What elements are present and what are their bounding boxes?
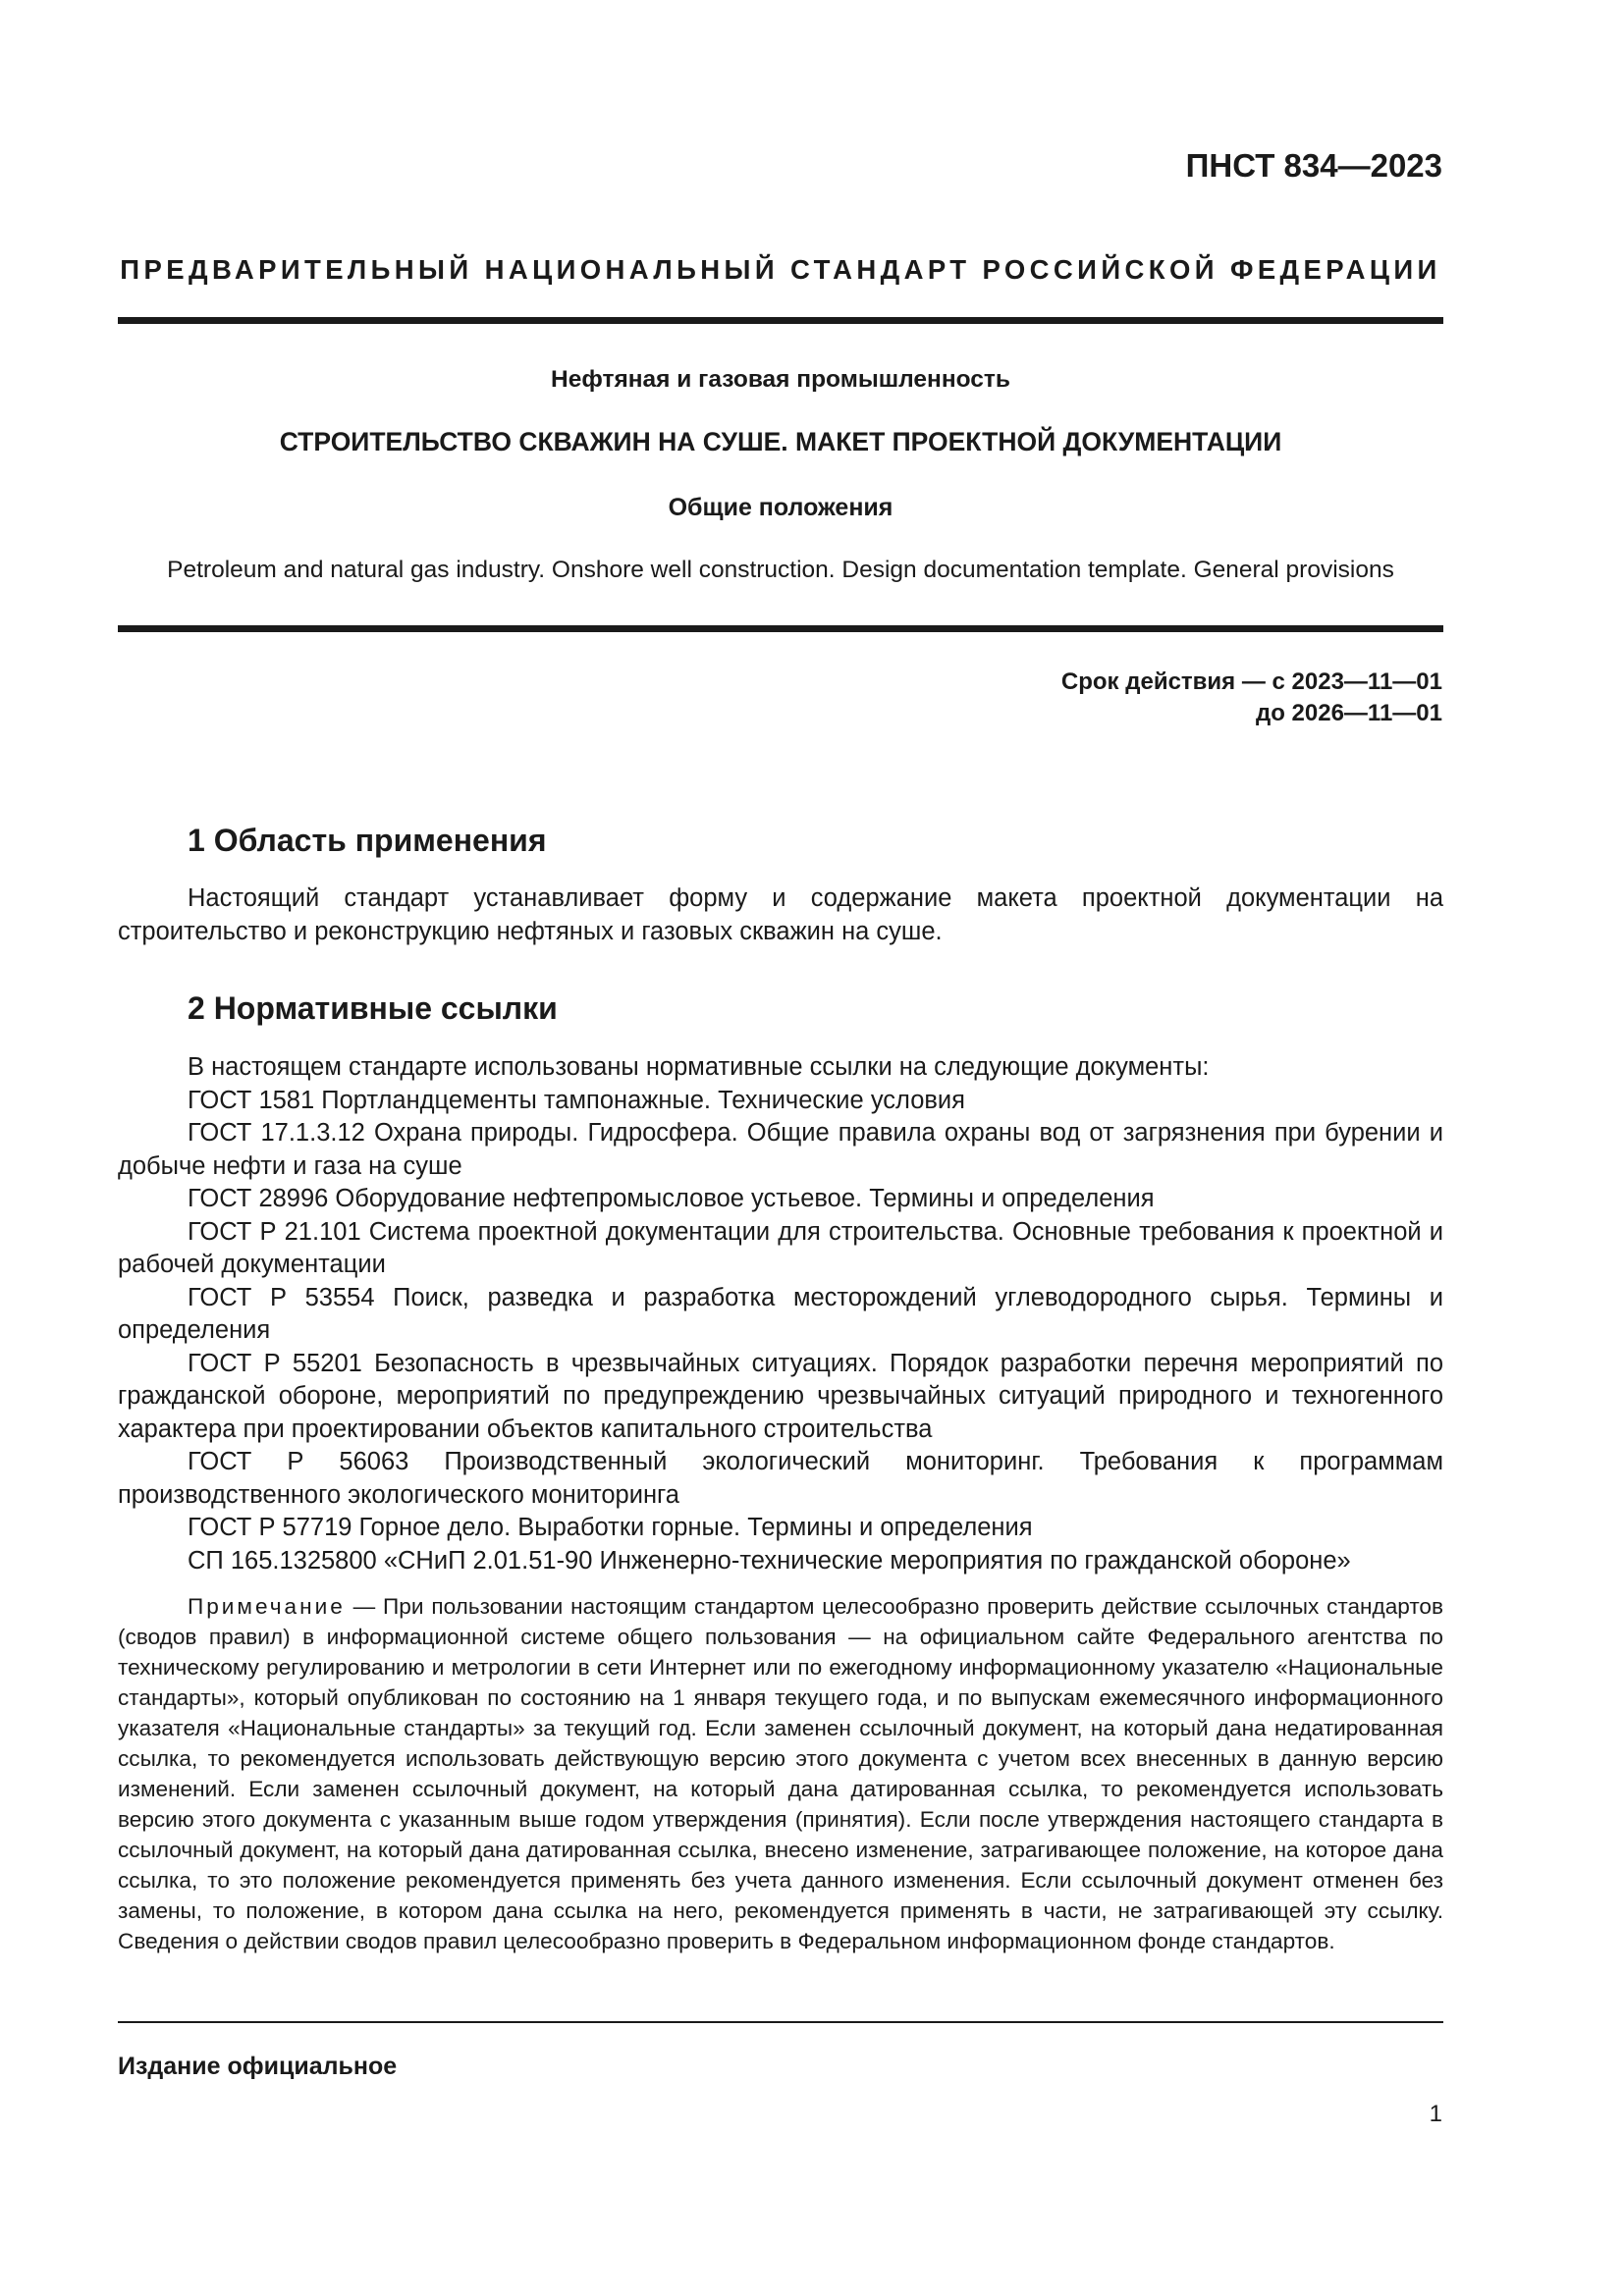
validity-start: Срок действия — с 2023—11—01 <box>1060 668 1442 695</box>
main-title: СТРОИТЕЛЬСТВО СКВАЖИН НА СУШЕ. МАКЕТ ПРОЕКТНОЙ ДОКУМЕНТАЦИИ <box>279 427 1282 456</box>
official-edition: Издание официальное <box>118 2053 398 2080</box>
title-divider <box>118 625 1443 632</box>
reference-item: ГОСТ Р 53554 Поиск, разведка и разработка месторождений углеводородного сырья. Термины и определения <box>118 1283 1443 1344</box>
section-1-body <box>118 882 1443 948</box>
reference-item: ГОСТ Р 21.101 Система проектной документации для строительства. Основные требования к проектной и рабочей документации <box>118 1217 1443 1278</box>
note-paragraph <box>118 1591 1443 1956</box>
header-divider <box>118 317 1443 324</box>
section-1-text: Настоящий стандарт устанавливает форму и содержание макета проектной документации на строительство и реконструкцию нефтяных и газовых скважин на суше. <box>118 884 1443 945</box>
reference-item: ГОСТ Р 57719 Горное дело. Выработки горные. Термины и определения <box>188 1514 1033 1541</box>
section-1-heading: 1 Область применения <box>188 823 547 858</box>
note-label: Примечание <box>188 1594 346 1619</box>
standard-type: ПРЕДВАРИТЕЛЬНЫЙ НАЦИОНАЛЬНЫЙ СТАНДАРТ РОССИЙСКОЙ ФЕДЕРАЦИИ <box>120 254 1441 285</box>
references-intro: В настоящем стандарте использованы нормативные ссылки на следующие документы: <box>188 1053 1210 1081</box>
footer-divider <box>118 2021 1443 2023</box>
subtitle: Общие положения <box>668 494 893 521</box>
note-text: — При пользовании настоящим стандартом целесообразно проверить действие ссылочных стандартов (сводов правил) в информационной системе общего пользования — на официальном сайте Федерального агентства по техническому регулированию и метрологии в сети Интернет или по ежегодному информационному указателю «Национальные стандарты», который опубликован по состоянию на 1 января текущего года, и по выпускам ежемесячного информационного указателя «Национальные стандарты» за текущий год. Если заменен ссылочный документ, на который дана недатированная ссылка, то рекомендуется использовать действующую версию этого документа с учетом всех внесенных в данную версию изменений. Если заменен ссылочный документ, на который дана датированная ссылка, то рекомендуется использовать версию этого документа с указанным выше годом утверждения (принятия). Если после утверждения настоящего стандарта в ссылочный документ, на который дана датированная ссылка, внесено изменение, затрагивающее положение, на которое дана ссылка, то это положение рекомендуется применять без учета данного изменения. Если ссылочный документ отменен без замены, то положение, в котором дана ссылка на него, рекомендуется применять в части, не затрагивающей эту ссылку. Сведения о действии сводов правил целесообразно проверить в Федеральном информационном фонде стандартов. <box>118 1594 1443 1953</box>
reference-item: ГОСТ 28996 Оборудование нефтепромысловое устьевое. Термины и определения <box>188 1185 1155 1212</box>
reference-item: СП 165.1325800 «СНиП 2.01.51-90 Инженерно-технические мероприятия по гражданской обороне» <box>188 1546 1351 1575</box>
section-2-heading: 2 Нормативные ссылки <box>188 990 558 1026</box>
document-number: ПНСТ 834—2023 <box>1185 147 1442 184</box>
page-number: 1 <box>1429 2101 1442 2127</box>
references-list <box>118 1051 1443 1577</box>
reference-item: ГОСТ Р 55201 Безопасность в чрезвычайных ситуациях. Порядок разработки перечня мероприятий по гражданской обороне, мероприятий по предупреждению чрезвычайных ситуаций природного и техногенного характера при проектировании объектов капитального строительства <box>118 1349 1443 1443</box>
reference-item: ГОСТ 17.1.3.12 Охрана природы. Гидросфера. Общие правила охраны вод от загрязнения при бурении и добыче нефти и газа на суше <box>118 1119 1443 1180</box>
english-title: Petroleum and natural gas industry. Onshore well construction. Design documentation template. General provisions <box>167 557 1394 583</box>
reference-item: ГОСТ 1581 Портландцементы тампонажные. Технические условия <box>188 1086 965 1114</box>
validity-end: до 2026—11—01 <box>1255 700 1442 726</box>
industry-title: Нефтяная и газовая промышленность <box>551 366 1010 393</box>
validity-period <box>1061 667 1442 729</box>
reference-item: ГОСТ Р 56063 Производственный экологический мониторинг. Требования к программам производственного экологического мониторинга <box>118 1448 1443 1509</box>
